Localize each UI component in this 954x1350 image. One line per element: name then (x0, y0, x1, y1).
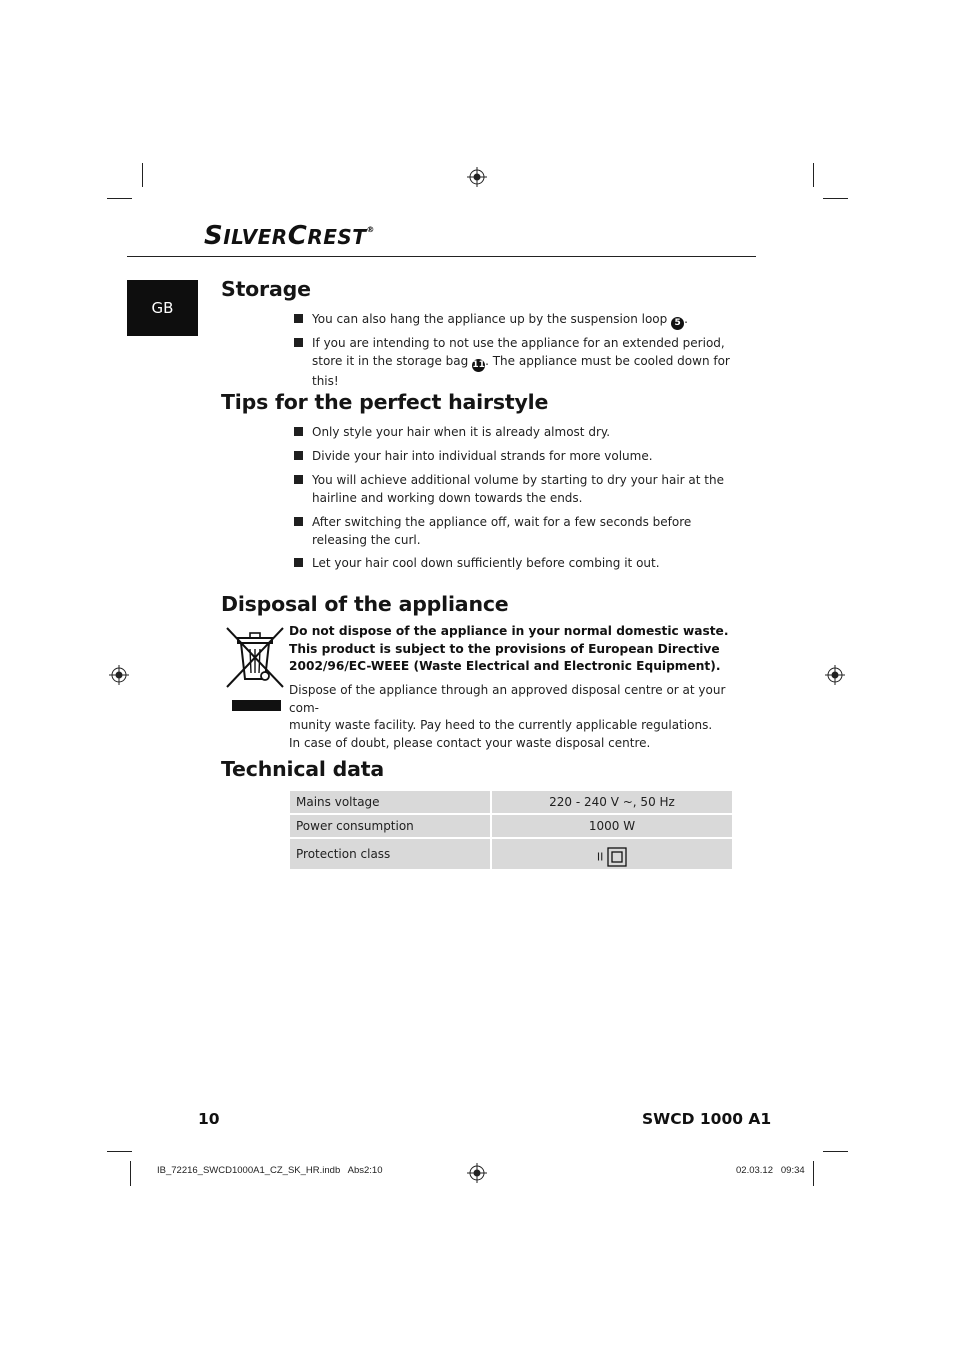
table-row (290, 839, 732, 871)
reference-number-icon: 5 (671, 317, 684, 330)
bullet-square-icon (294, 451, 303, 460)
crop-mark (823, 1151, 848, 1152)
disposal-warning-text: Do not dispose of the appliance in your normal domestic waste. This product is subject to the provisions of European Directive 2002/96/EC-WEEE (Waste Electrical and Electronic Equipment). (289, 624, 729, 673)
registration-mark-icon (467, 1163, 487, 1183)
technical-data-table (290, 791, 732, 871)
crop-mark (813, 1161, 814, 1186)
list-item: If you are intending to not use the appliance for an extended period, store it in the storage bag 11. The appliance must be cooled down for this! (294, 334, 734, 390)
crop-mark (142, 163, 143, 187)
model-number: SWCD 1000 A1 (642, 1110, 772, 1128)
bullet-square-icon (294, 558, 303, 567)
double-insulation-icon (607, 847, 627, 867)
crossed-out-wheelie-bin-icon (224, 625, 286, 715)
bullet-square-icon (294, 427, 303, 436)
section-heading-technical-data: Technical data (221, 757, 385, 781)
bullet-square-icon (294, 338, 303, 347)
list-item: You can also hang the appliance up by the suspension loop 5 . (294, 310, 734, 330)
page-number: 10 (198, 1110, 220, 1128)
crop-mark (813, 163, 814, 187)
disposal-instructions-text: Dispose of the appliance through an approved disposal centre or at your com- munity waste facility. Pay heed to the currently applicable regulations. In case of doubt, please contact your waste disposal centre. (289, 683, 726, 750)
bullet-square-icon (294, 475, 303, 484)
table-cell-value: II (492, 839, 732, 871)
reference-number-icon: 11 (472, 360, 485, 370)
table-cell-label: Mains voltage (290, 791, 492, 815)
section-heading-tips: Tips for the perfect hairstyle (221, 390, 549, 414)
table-cell-value: 1000 W (492, 815, 732, 839)
brand-logo: SILVERCREST® (204, 221, 375, 251)
bullet-square-icon (294, 314, 303, 323)
list-item: After switching the appliance off, wait for a few seconds before releasing the curl. (294, 513, 734, 549)
language-tab: GB (127, 280, 198, 336)
registration-mark-icon (109, 665, 129, 685)
registration-mark-icon (825, 665, 845, 685)
section-heading-disposal: Disposal of the appliance (221, 592, 509, 616)
crop-mark (107, 198, 132, 199)
table-row (290, 815, 732, 839)
print-slug-date: 02.03.12 09:34 (736, 1165, 805, 1176)
table-row (290, 791, 732, 815)
list-item: Divide your hair into individual strands for more volume. (294, 447, 734, 465)
table-cell-value: 220 - 240 V ~, 50 Hz (492, 791, 732, 815)
header-rule (127, 256, 756, 257)
list-item: You will achieve additional volume by starting to dry your hair at the hairline and working down towards the ends. (294, 471, 734, 507)
list-item: Let your hair cool down sufficiently before combing it out. (294, 554, 734, 572)
table-cell-label: Power consumption (290, 815, 492, 839)
crop-mark (107, 1151, 132, 1152)
crop-mark (823, 198, 848, 199)
table-cell-label: Protection class (290, 839, 492, 871)
list-item: Only style your hair when it is already almost dry. (294, 423, 734, 441)
bullet-square-icon (294, 517, 303, 526)
section-heading-storage: Storage (221, 277, 311, 301)
crop-mark (130, 1161, 131, 1186)
registration-mark-icon (467, 167, 487, 187)
print-slug-file: IB_72216_SWCD1000A1_CZ_SK_HR.indb Abs2:10 (157, 1165, 383, 1176)
